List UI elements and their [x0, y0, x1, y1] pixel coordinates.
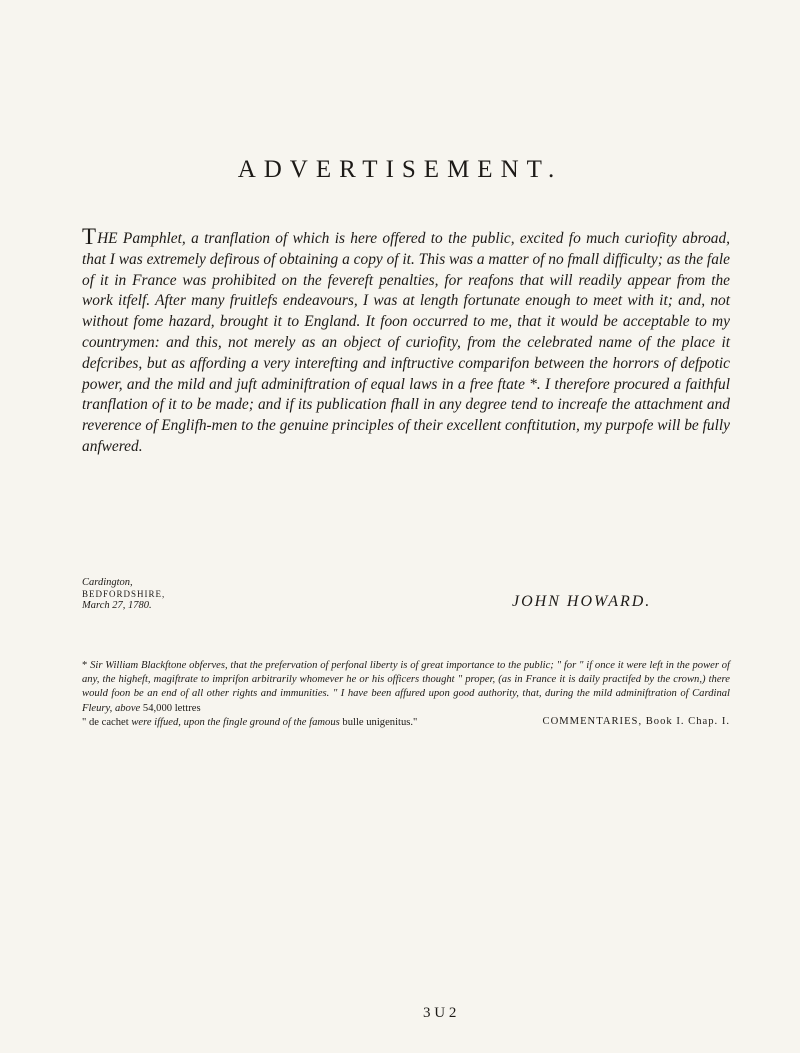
footnote-number: 54,000: [142, 702, 173, 714]
footnote-marker: *: [82, 660, 88, 671]
page-heading: ADVERTISEMENT.: [237, 156, 563, 183]
body-paragraph: [82, 224, 730, 458]
place-date-block: [82, 577, 165, 612]
body-text: HE Pamphlet, a tranflation of which is here offered to the public, excited fo much curiofity abroad, that I was extremely defirous of obtaining a copy of it. This was a matter of no fmall difficulty; as the fale of it in France was prohibited on the fevereft penalties, for reafons that will readily appear from the work itfelf. After many fruitlefs endeavours, I was at length fortunate enough to meet with it; and, not without fome hazard, brought it to England. It foon occurred to me, that it would be acceptable to my countrymen: and this, not merely as an object of curiofity, from the celebrated name of the place it defcribes, but as affording a very interefting and inftructive comparifon between the horrors of defpotic power, and the mild and juft adminiftration of equal laws in a free ftate *. I therefore procured a faithful tranflation of it to be made; and if its publication fhall in any degree tend to increafe the attachment and reverence of Englifh-men to the genuine principles of their excellent conftitution, my purpofe will be fully anfwered.: [82, 230, 730, 455]
footnote-text-1: Sir William Blackftone obferves, that the prefervation of perfonal liberty is of great importance to the public; " for " if once it were left in the power of any, the higheft, magiftrate to imprifon arbitrarily whomever he or his officers thought " proper, (as in France it is daily practifed by the crown,) there would foon be an end of all other rights and immunities. " I have been affured upon good authority, that, during the mild adminiftration of Cardinal Fleury, above: [82, 660, 730, 714]
place-county: BEDFORDSHIRE,: [82, 588, 166, 599]
author-signature: JOHN HOWARD.: [512, 593, 652, 610]
footnote-citation: COMMENTARIES, Book I. Chap. I.: [542, 716, 730, 727]
place-date: March 27, 1780.: [82, 600, 152, 611]
footnote-lettres: lettres: [174, 702, 201, 714]
printer-signature-mark: 3 U 2: [423, 1005, 457, 1021]
place-town: Cardington,: [82, 577, 133, 588]
drop-cap: T: [82, 224, 97, 249]
footnote-text-2: " de cachet: [82, 716, 129, 728]
footnote-text-4: bulle unigenitus.": [342, 716, 418, 728]
footnote-text-3: were iffued, upon the fingle ground of the famous: [131, 716, 340, 728]
